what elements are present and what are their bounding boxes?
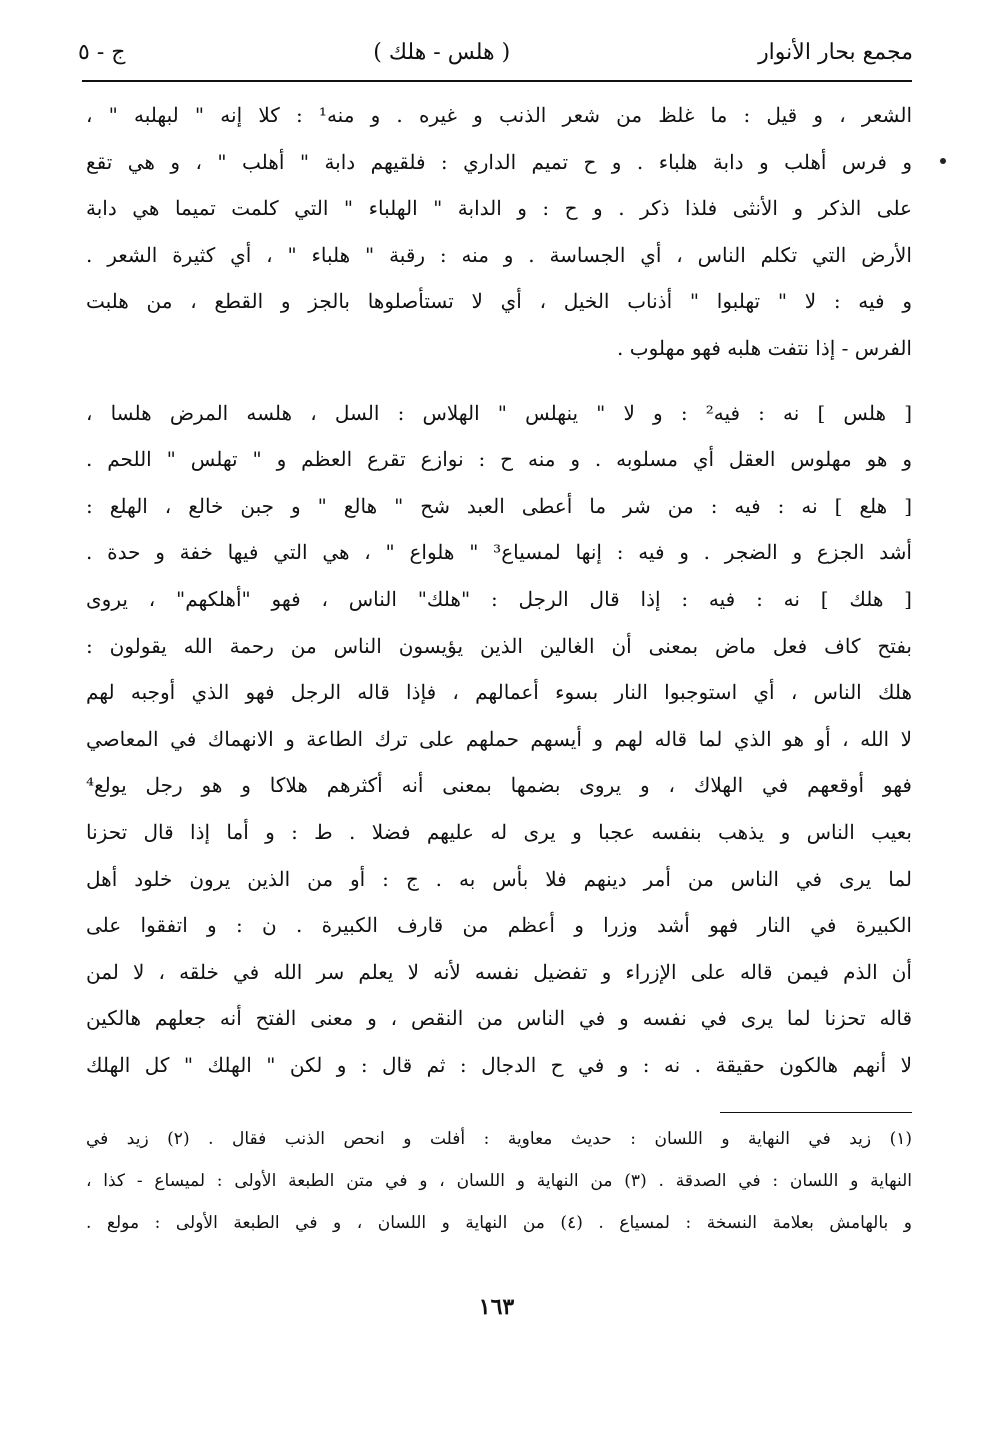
text-line: قاله تحزنا لما يرى في نفسه و في الناس من النقص ، و معنى الفتح أنه جعلهم هالكين xyxy=(86,1006,912,1031)
header-section-title: ( هلس - هلك ) xyxy=(373,39,511,65)
entry-line-hlk: [ هلك ] نه : فيه : إذا قال الرجل : "هلك" الناس ، فهو "أهلكهم" ، يروى xyxy=(86,586,912,611)
text-line: الكبيرة في النار فهو أشد وزرا و أعظم من قارف الكبيرة . ن : و اتفقوا على xyxy=(86,913,912,938)
text-line: أن الذم فيمن قاله على الإزراء و تفضيل نفسه لأنه لا يعلم سر الله في خلقه ، لا لمن xyxy=(86,959,912,984)
text-line: لا أنهم هالكون حقيقة . نه : و في ح الدجال : ثم قال : و لكن " الهلك " كل الهلك xyxy=(86,1052,912,1077)
text-line: الفرس - إذا نتفت هلبه فهو مهلوب . xyxy=(617,335,912,360)
header-rule xyxy=(82,80,912,82)
header-volume: ج - ٥ xyxy=(78,39,126,65)
text-line: فهو أوقعهم في الهلاك ، و يروى بضمها بمعنى أنه أكثرهم هلاكا و هو رجل يولع⁴ xyxy=(86,773,912,798)
text-line: أشد الجزع و الضجر . و فيه : إنها لمسياع³ " هلواع " ، هي التي فيها خفة و حدة . xyxy=(86,540,912,565)
text-line: لا الله ، أو هو الذي لما قاله لهم و أيسهم حملهم على ترك الطاعة و الانهماك في المعاصي xyxy=(86,726,912,751)
entry-line-hls: [ هلس ] نه : فيه² : و لا " ينهلس " الهلاس : السل ، هلسه المرض هلسا ، xyxy=(86,400,912,425)
paragraph-gap xyxy=(86,372,912,390)
text-line: بفتح كاف فعل ماض بمعنى أن الغالين الذين يؤيسون الناس من رحمة الله يقولون : xyxy=(86,633,912,658)
entry-line-hl-a: [ هلع ] نه : فيه : من شر ما أعطى العبد شح " هالع " و جبن خالع ، الهلع : xyxy=(86,493,912,518)
text-line: لما يرى في الناس من أمر دينهم فلا بأس به . ج : أو من الذين يرون خلود أهل xyxy=(86,866,912,891)
footnote-line: و بالهامش بعلامة النسخة : لمسياع . (٤) من النهاية و اللسان ، و في الطبعة الأولى : مولع . xyxy=(86,1213,912,1233)
text-line: بعيب الناس و يذهب بنفسه عجبا و يرى له عليهم فضلا . ط : و أما إذا قال تحزنا xyxy=(86,819,912,844)
header-book-title: مجمع بحار الأنوار xyxy=(758,39,913,65)
footnotes xyxy=(86,1118,912,1244)
text-line: هلك الناس ، أي استوجبوا النار بسوء أعمالهم ، فإذا قاله الرجل فهو الذي أوجبه لهم xyxy=(86,680,912,705)
text-line: الأرض التي تكلم الناس ، أي الجساسة . و منه : رقبة " هلباء " ، أي كثيرة الشعر . xyxy=(86,242,912,267)
text-line: و فيه : لا " تهلبوا " أذناب الخيل ، أي لا تستأصلوها بالجز و القطع ، من هلبت xyxy=(86,289,912,314)
footnote-line: النهاية و اللسان : في الصدقة . (٣) من النهاية و اللسان ، و في متن الطبعة الأولى : لميساع - كذا ، xyxy=(86,1171,912,1191)
text-line: الشعر ، و قيل : ما غلظ من شعر الذنب و غيره . و منه¹ : كلا إنه " لبهلبه " ، xyxy=(86,103,912,127)
running-header xyxy=(78,28,913,76)
main-text xyxy=(86,92,912,1088)
footnote-line: (١) زيد في النهاية و اللسان : حديث معاوية : أفلت و انحص الذنب فقال . (٢) زيد في xyxy=(86,1129,912,1149)
footnote-rule xyxy=(720,1112,912,1113)
page-number: ١٦٣ xyxy=(478,1294,515,1320)
text-line: و هو مهلوس العقل أي مسلوبه . و منه ح : نوازع تقرع العظم و " تهلس " اللحم . xyxy=(86,447,912,472)
text-line: و فرس أهلب و دابة هلباء . و ح تميم الداري : فلقيهم دابة " أهلب " ، و هي تقع xyxy=(86,149,912,174)
margin-dot xyxy=(940,158,946,164)
text-line: على الذكر و الأنثى فلذا ذكر . و ح : و الدابة " الهلباء " التي كلمت تميما هي دابة xyxy=(86,196,912,221)
